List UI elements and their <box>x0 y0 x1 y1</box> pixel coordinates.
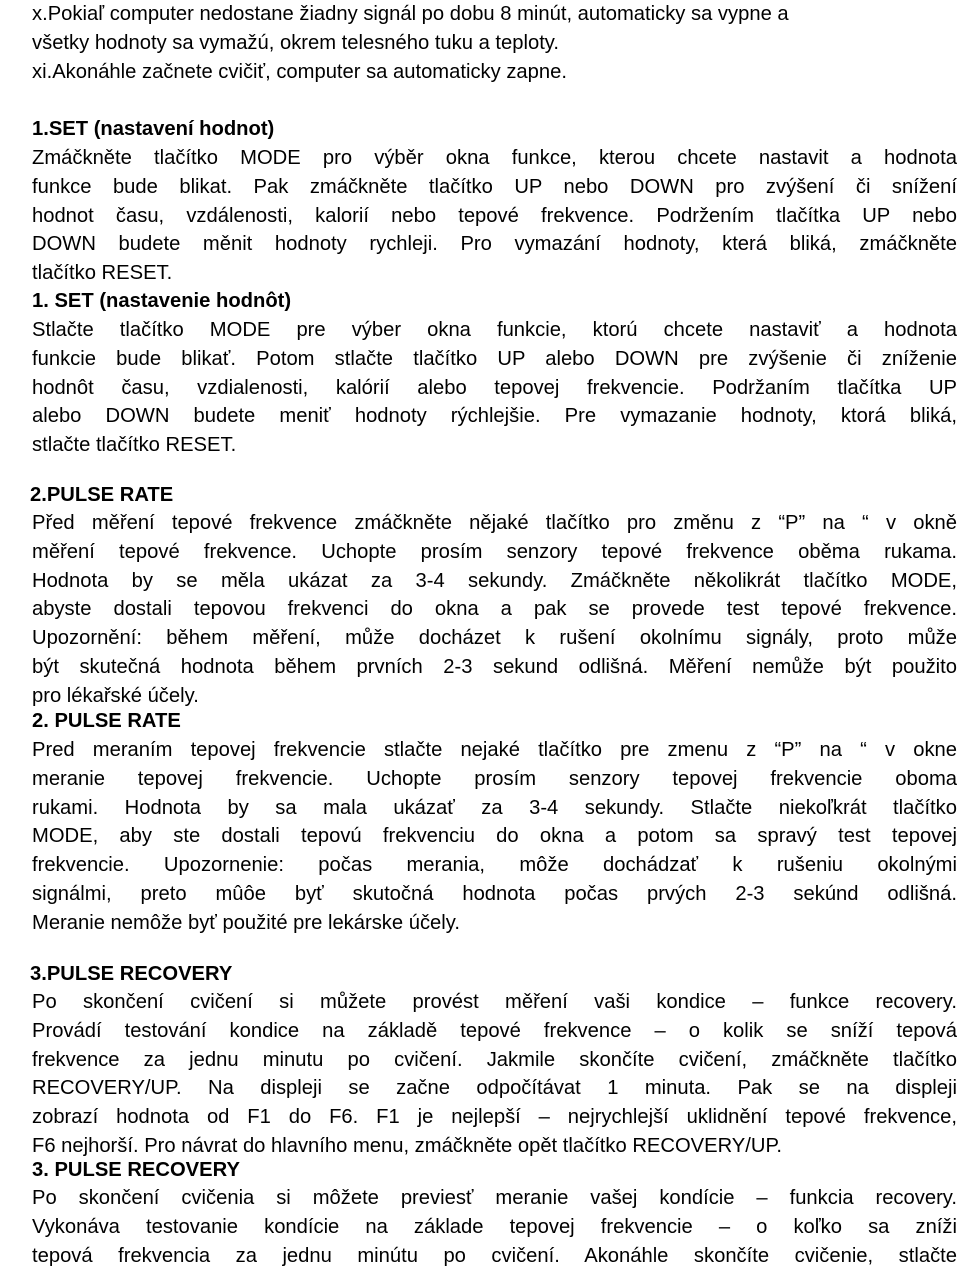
paragraph-line: tepová frekvencia za jednu minútu po cvičení. Akonáhle skončíte cvičenie, stlačte <box>32 1244 957 1267</box>
paragraph-line: abyste dostali tepovou frekvenci do okna a pak se provede test tepové frekvence. <box>32 598 957 621</box>
paragraph-line: zobrazí hodnota od F1 do F6. F1 je nejlepší – nejrychlejší uklidnění tepové frekvence, <box>32 1106 957 1129</box>
paragraph-line: alebo DOWN budete meniť hodnoty rýchlejšie. Pre vymazanie hodnoty, ktorá bliká, <box>32 405 957 428</box>
paragraph-line: DOWN budete měnit hodnoty rychleji. Pro vymazání hodnoty, která bliká, zmáčkněte <box>32 233 957 256</box>
paragraph-line: frekvence za jednu minutu po cvičení. Jakmile skončíte cvičení, zmáčkněte tlačítko <box>32 1048 957 1071</box>
paragraph-line: být skutečná hodnota během prvních 2-3 sekund odlišná. Měření nemůže být použito <box>32 655 957 678</box>
intro-list <box>32 0 957 86</box>
paragraph-line: hodnot času, vzdálenosti, kalorií nebo tepové frekvence. Podržením tlačítka UP nebo <box>32 204 957 227</box>
section-heading-set-cz: 1.SET (nastavení hodnot) <box>32 118 275 140</box>
section-heading-pulse-rate-sk: 2. PULSE RATE <box>32 710 181 732</box>
paragraph-line: Provádí testování kondice na základě tepové frekvence – o kolik se sníží tepová <box>32 1019 957 1042</box>
paragraph-line: F6 nejhorší. Pro návrat do hlavního menu, zmáčkněte opět tlačítko RECOVERY/UP. <box>32 1134 782 1157</box>
paragraph-line: MODE, aby ste dostali tepovú frekvenciu do okna a potom sa spravý test tepovej <box>32 825 957 848</box>
intro-item-xi: xi.Akonáhle začnete cvičiť, computer sa automaticky zapne. <box>32 60 567 83</box>
paragraph-set-cz <box>32 144 957 288</box>
paragraph-line: pro lékařské účely. <box>32 684 199 707</box>
paragraph-line: funkcie bude blikať. Potom stlačte tlačítko UP alebo DOWN pre zvýšenie či zníženie <box>32 347 957 370</box>
paragraph-line: hodnôt času, vzdialenosti, kalórií alebo tepovej frekvencie. Podržaním tlačítka UP <box>32 376 957 399</box>
paragraph-recovery-sk <box>32 1184 957 1270</box>
paragraph-set-sk <box>32 316 957 460</box>
paragraph-recovery-cz <box>32 988 957 1161</box>
paragraph-line: meranie tepovej frekvencie. Uchopte prosím senzory tepovej frekvencie oboma <box>32 767 957 790</box>
paragraph-line: Stlačte tlačítko MODE pre výber okna funkcie, ktorú chcete nastaviť a hodnota <box>32 319 957 341</box>
intro-item-x-line2: všetky hodnoty sa vymažú, okrem telesného tuku a teploty. <box>32 31 560 54</box>
paragraph-line: stlačte tlačítko RESET. <box>32 434 237 457</box>
paragraph-line: Pred meraním tepovej frekvencie stlačte nejaké tlačítko pre zmenu z “P” na “ v okne <box>32 739 957 761</box>
section-heading-set-sk: 1. SET (nastavenie hodnôt) <box>32 290 292 312</box>
paragraph-line: Upozornění: během měření, může docházet k rušení okolnímu signály, proto může <box>32 627 957 650</box>
paragraph-line: Zmáčkněte tlačítko MODE pro výběr okna funkce, kterou chcete nastavit a hodnota <box>32 147 957 169</box>
paragraph-line: Hodnota by se měla ukázat za 3-4 sekundy. Zmáčkněte několikrát tlačítko MODE, <box>32 569 957 592</box>
paragraph-line: frekvencie. Upozornenie: počas merania, môže dochádzať k rušeniu okolnými <box>32 854 957 877</box>
section-heading-recovery-sk: 3. PULSE RECOVERY <box>32 1159 240 1181</box>
paragraph-line: tlačítko RESET. <box>32 262 173 285</box>
paragraph-line: Po skončení cvičení si můžete provést měření vaši kondice – funkce recovery. <box>32 991 957 1013</box>
paragraph-line: Před měření tepové frekvence zmáčkněte nějaké tlačítko pro změnu z “P” na “ v okně <box>32 512 957 534</box>
paragraph-line: Meranie nemôže byť použité pre lekárske účely. <box>32 911 460 934</box>
paragraph-line: funkce bude blikat. Pak zmáčkněte tlačítko UP nebo DOWN pro zvýšení či snížení <box>32 175 957 198</box>
paragraph-pulse-rate-cz <box>32 509 957 711</box>
paragraph-line: rukami. Hodnota by sa mala ukázať za 3-4 sekundy. Stlačte niekoľkrát tlačítko <box>32 796 957 819</box>
section-heading-recovery-cz: 3.PULSE RECOVERY <box>30 963 233 985</box>
section-heading-pulse-rate-cz: 2.PULSE RATE <box>30 484 174 506</box>
intro-item-x-line1: x.Pokiaľ computer nedostane žiadny signál po dobu 8 minút, automaticky sa vypne a <box>32 3 789 25</box>
paragraph-line: Po skončení cvičenia si môžete previesť meranie vašej kondície – funkcia recovery. <box>32 1187 957 1209</box>
paragraph-line: signálmi, preto mûôe byť skutočná hodnota počas prvých 2-3 sekúnd odlišná. <box>32 882 957 905</box>
paragraph-line: RECOVERY/UP. Na displeji se začne odpočítávat 1 minuta. Pak se na displeji <box>32 1077 957 1100</box>
paragraph-line: měření tepové frekvence. Uchopte prosím senzory tepové frekvence oběma rukama. <box>32 540 957 563</box>
paragraph-pulse-rate-sk <box>32 736 957 938</box>
paragraph-line: Vykonáva testovanie kondície na základe tepovej frekvencie – o koľko sa zníži <box>32 1215 957 1238</box>
